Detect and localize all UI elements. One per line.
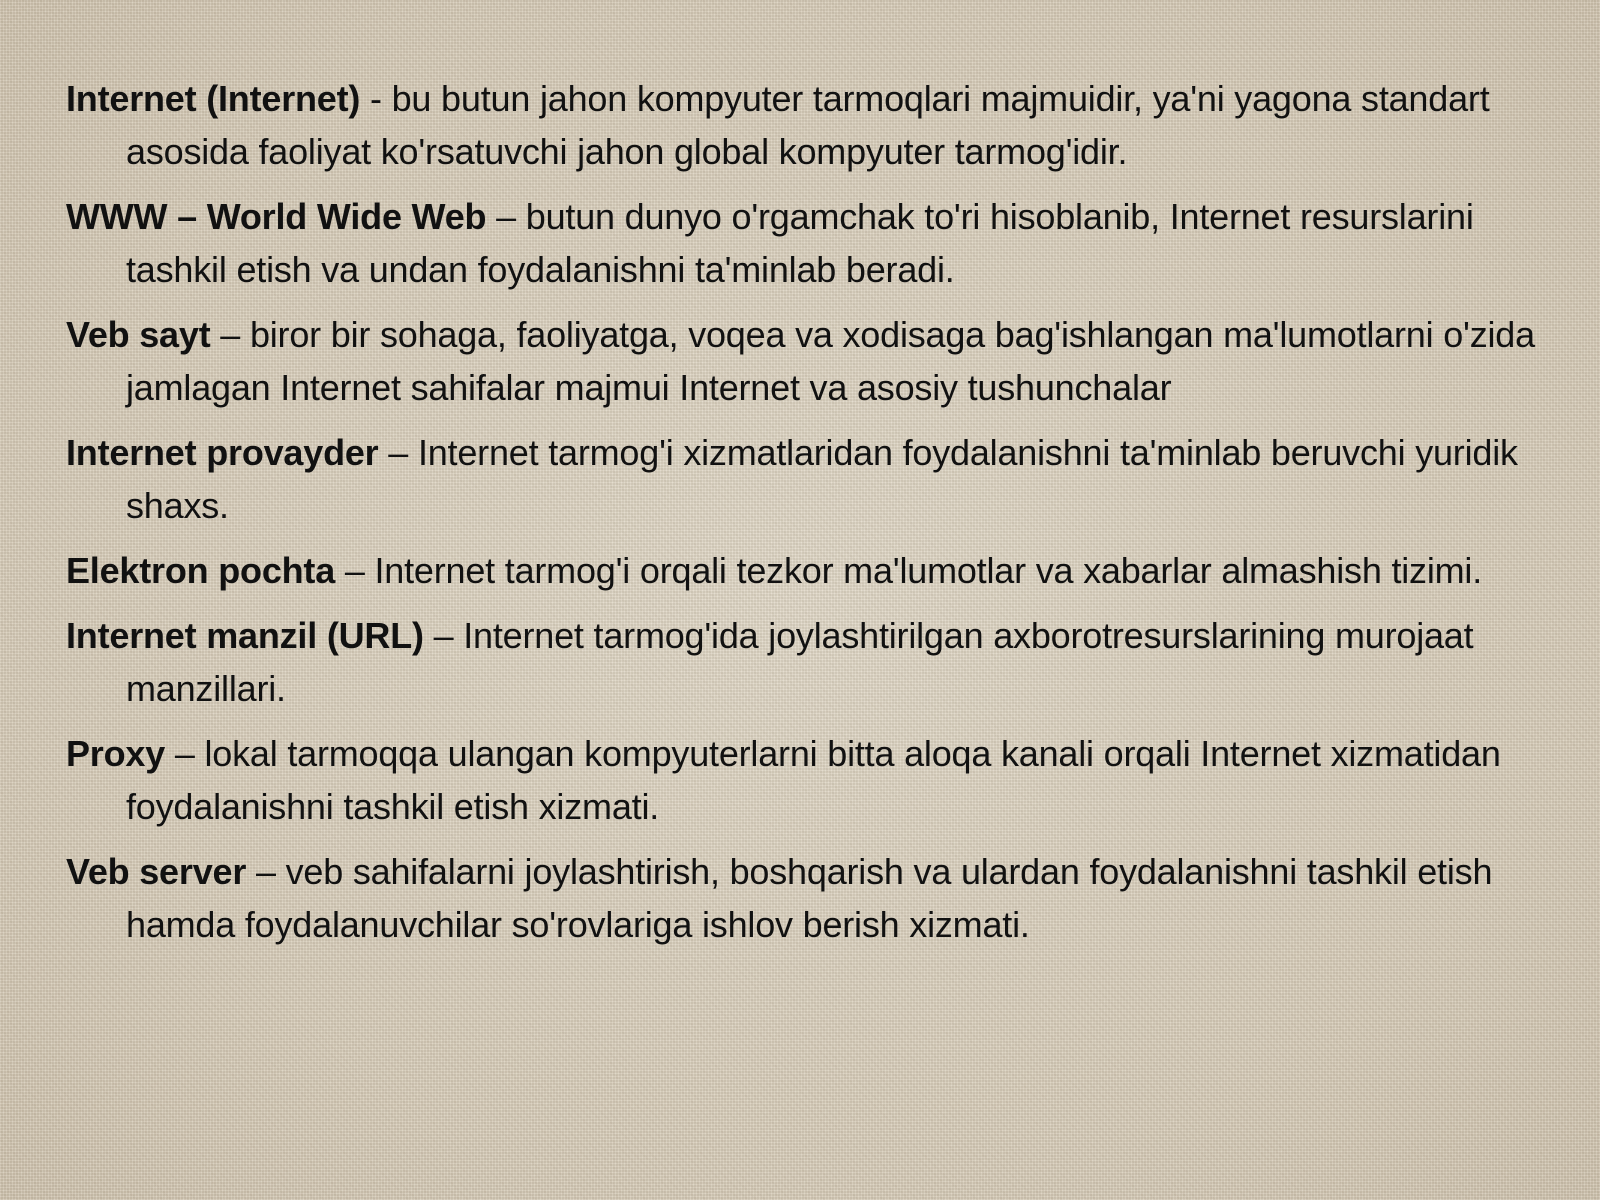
definition-internet-provayder (66, 426, 1536, 532)
definition-text: Internet tarmog'i orqali tezkor ma'lumotlar va xabarlar almashish tizimi. (374, 550, 1483, 591)
separator: - (360, 78, 392, 119)
definition-proxy (66, 727, 1536, 833)
definition-text: lokal tarmoqqa ulangan kompyuterlarni bitta aloqa kanali orqali Internet xizmatidan foydalanishni tashkil etish xizmati. (126, 733, 1501, 827)
definitions-slide (66, 72, 1536, 963)
term-veb-server: Veb server (66, 851, 247, 892)
definition-elektron-pochta (66, 544, 1536, 597)
definition-text: veb sahifalarni joylashtirish, boshqarish va ulardan foydalanishni tashkil etish hamda foydalanuvchilar so'rovlariga ishlov berish xizmati. (126, 851, 1493, 945)
definition-text: Internet tarmog'ida joylashtirilgan axborotresurslarining murojaat manzillari. (126, 615, 1474, 709)
definition-www (66, 190, 1536, 296)
definition-internet (66, 72, 1536, 178)
separator: – (423, 615, 464, 656)
separator: – (165, 733, 205, 774)
definition-veb-sayt (66, 308, 1536, 414)
term-veb-sayt: Veb sayt (66, 314, 211, 355)
term-proxy: Proxy (66, 733, 166, 774)
term-www: WWW – World Wide Web (66, 196, 487, 237)
term-elektron-pochta: Elektron pochta (66, 550, 336, 591)
definition-internet-manzil (66, 609, 1536, 715)
term-internet-provayder: Internet provayder (66, 432, 379, 473)
term-internet: Internet (Internet) (66, 78, 361, 119)
definition-text: biror bir sohaga, faoliyatga, voqea va xodisaga bag'ishlangan ma'lumotlarni o'zida jamlagan Internet sahifalar majmui Internet va asosiy tushunchalar (126, 314, 1535, 408)
separator: – (486, 196, 526, 237)
definition-veb-server (66, 845, 1536, 951)
term-internet-manzil: Internet manzil (URL) (66, 615, 424, 656)
definition-text: bu butun jahon kompyuter tarmoqlari majmuidir, ya'ni yagona standart asosida faoliyat ko'rsatuvchi jahon global kompyuter tarmog'idir. (126, 78, 1490, 172)
separator: – (210, 314, 250, 355)
definition-text: butun dunyo o'rgamchak to'ri hisoblanib, Internet resurslarini tashkil etish va undan foydalanishni ta'minlab beradi. (126, 196, 1474, 290)
definition-text: Internet tarmog'i xizmatlaridan foydalanishni ta'minlab beruvchi yuridik shaxs. (126, 432, 1518, 526)
separator: – (378, 432, 418, 473)
separator: – (335, 550, 375, 591)
separator: – (246, 851, 286, 892)
